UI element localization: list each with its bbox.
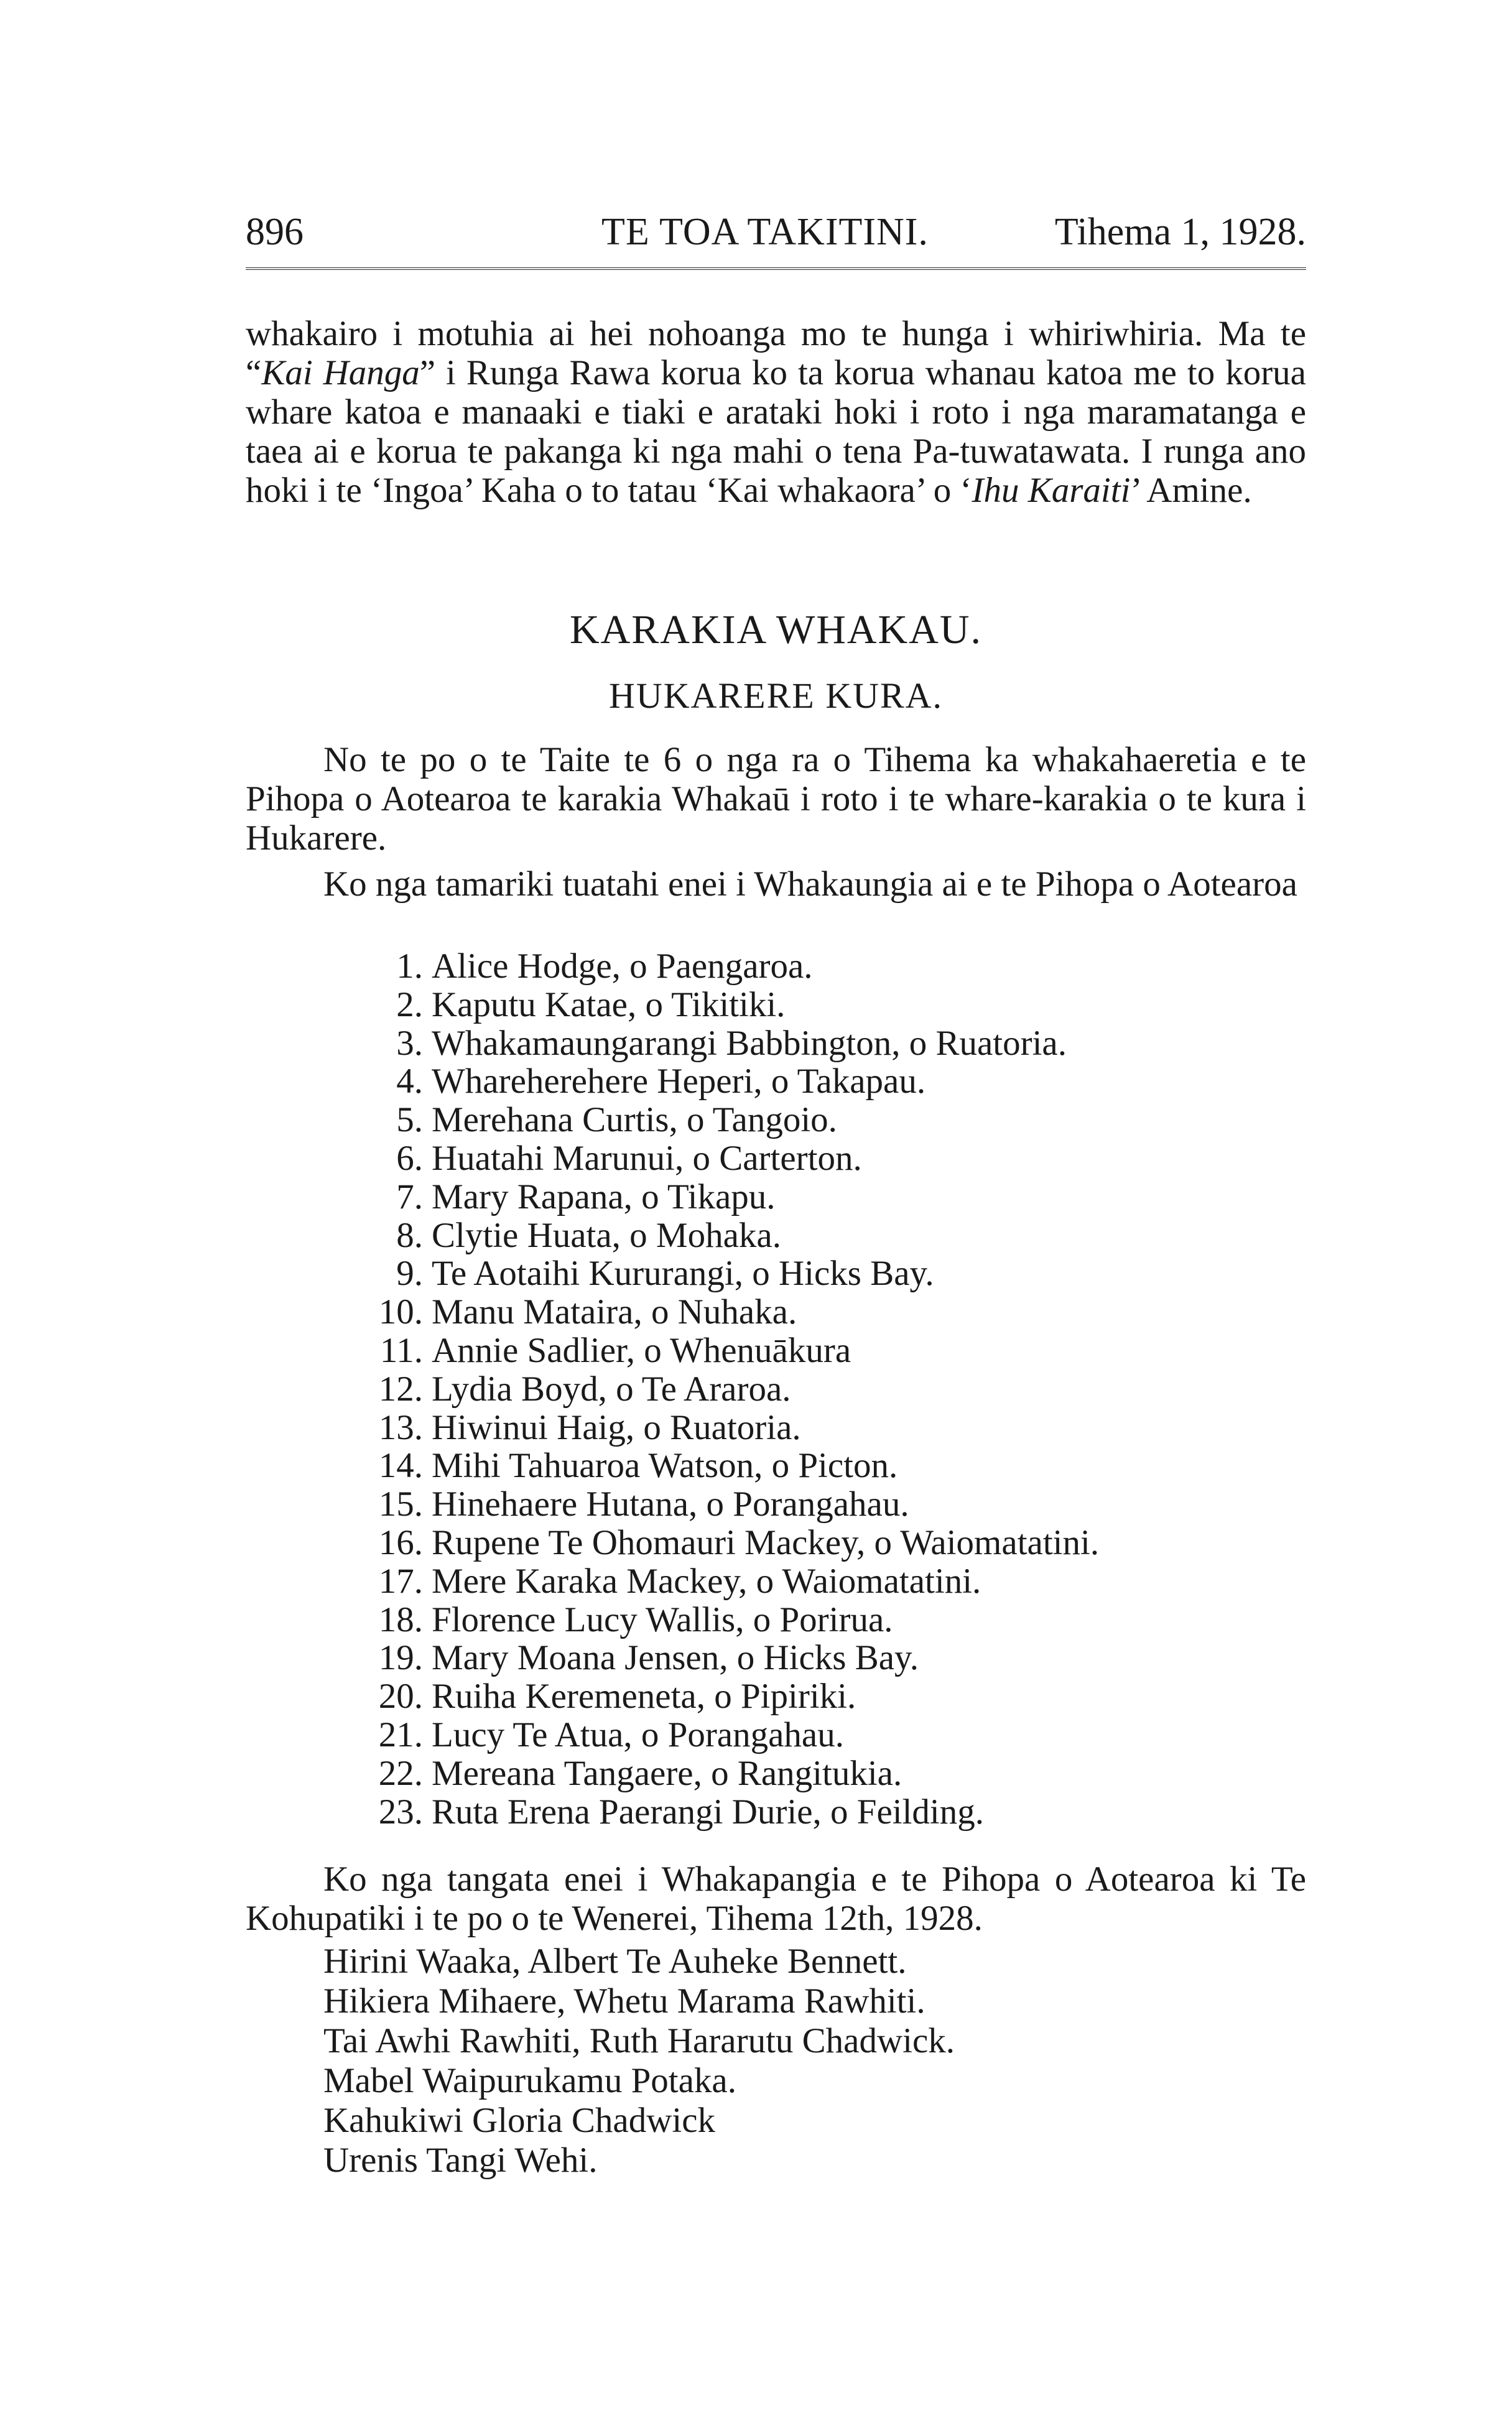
- list-item: [348, 986, 1099, 1024]
- list-item: [348, 1178, 1099, 1216]
- list-text: Kaputu Katae, o Tikitiki.: [432, 985, 786, 1024]
- list-item: Tai Awhi Rawhiti, Ruth Hararutu Chadwick.: [323, 2021, 955, 2060]
- list-number: 9.: [396, 1254, 423, 1294]
- list-item: [348, 1216, 1099, 1255]
- list-number: 11.: [379, 1330, 423, 1370]
- list-text: Ruta Erena Paerangi Durie, o Feilding.: [432, 1792, 985, 1832]
- list-item: Hirini Waaka, Albert Te Auheke Bennett.: [323, 1942, 907, 1981]
- section-subtitle: HUKARERE KURA.: [608, 675, 944, 716]
- list-text: Florence Lucy Wallis, o Porirua.: [432, 1600, 893, 1639]
- list-text: Merehana Curtis, o Tangoio.: [432, 1100, 837, 1140]
- list-item: [348, 1254, 1099, 1293]
- list-number: 18.: [378, 1600, 423, 1639]
- list-number: 13.: [378, 1407, 423, 1447]
- list-text: Annie Sadlier, o Whenuākura: [432, 1330, 851, 1370]
- list-text: Mihi Tahuaroa Watson, o Picton.: [432, 1446, 898, 1486]
- intro-italic-kai-hanga: Kai Hanga: [261, 353, 420, 392]
- list-number: 16.: [378, 1522, 423, 1562]
- issue-date: Tihema 1, 1928.: [1054, 211, 1306, 253]
- list-number: 10.: [378, 1292, 423, 1332]
- list-text: Alice Hodge, o Paengaroa.: [432, 947, 813, 986]
- list-item: [348, 1793, 1099, 1832]
- list-text: Mary Rapana, o Tikapu.: [432, 1177, 776, 1216]
- list-number: 17.: [378, 1561, 423, 1601]
- intro-text-2: ” i Runga Rawa korua ko ta korua whanau katoa me to korua whare katoa e manaaki e tiaki e arataki hoki i roto i nga maramatanga e taea ai e korua te pakanga ki nga mahi o tena Pa-tuwatawata. I runga ano hoki i te ‘Ingoa’ Kaha o to tatau ‘Kai whakaora’ o ‘: [246, 353, 1306, 510]
- list-number: 6.: [396, 1138, 423, 1178]
- list-item: [348, 1024, 1099, 1063]
- section-title: KARAKIA WHAKAU.: [569, 607, 983, 652]
- list-item: [348, 1101, 1099, 1139]
- list-item: [348, 1716, 1099, 1754]
- list-number: 5.: [396, 1100, 423, 1140]
- list-item: [348, 1370, 1099, 1409]
- list-text: Whareherehere Heperi, o Takapau.: [432, 1062, 926, 1101]
- list-item: [348, 1409, 1099, 1447]
- list-text: Hiwinui Haig, o Ruatoria.: [432, 1407, 801, 1447]
- list-item: Kahukiwi Gloria Chadwick: [323, 2101, 716, 2140]
- list-item: [348, 1293, 1099, 1332]
- intro-text-3: ’ Amine.: [1130, 471, 1252, 510]
- list-number: 8.: [396, 1215, 423, 1255]
- list-text: Mere Karaka Mackey, o Waiomatatini.: [432, 1561, 981, 1601]
- publication-title: TE TOA TAKITINI.: [601, 211, 929, 253]
- list-number: 1.: [396, 947, 423, 986]
- list-item: Urenis Tangi Wehi.: [323, 2141, 598, 2180]
- list-text: Whakamaungarangi Babbington, o Ruatoria.: [432, 1023, 1067, 1063]
- list-text: Hinehaere Hutana, o Porangahau.: [432, 1485, 909, 1524]
- confirmands-intro: Ko nga tamariki tuatahi enei i Whakaungia ai e te Pihopa o Aotearoa: [323, 864, 1297, 904]
- list-item: [348, 1639, 1099, 1677]
- list-text: Manu Mataira, o Nuhaka.: [432, 1292, 797, 1332]
- list-text: Clytie Huata, o Mohaka.: [432, 1215, 781, 1255]
- list-text: Mereana Tangaere, o Rangitukia.: [432, 1753, 902, 1793]
- intro-italic-ihu-karaiti: Ihu Karaiti: [972, 471, 1131, 510]
- confirmands-list: [348, 947, 1099, 1831]
- list-text: Lucy Te Atua, o Porangahau.: [432, 1715, 844, 1754]
- list-item: [348, 1754, 1099, 1793]
- intro-text-1: whakairo i motuhia ai hei nohoanga mo te hunga i whiriwhiria. Ma te “: [246, 314, 1306, 392]
- list-item: [348, 947, 1099, 986]
- list-item: Mabel Waipurukamu Potaka.: [323, 2061, 736, 2100]
- list-number: 2.: [396, 985, 423, 1024]
- kohupatiki-paragraph: Ko nga tangata enei i Whakapangia e te Pihopa o Aotearoa ki Te Kohupatiki i te po o te Wenerei, Tihema 12th, 1928.: [246, 1860, 1306, 1938]
- intro-paragraph: [246, 314, 1306, 510]
- page-number: 896: [246, 211, 304, 253]
- list-item: [348, 1562, 1099, 1601]
- list-item: [348, 1601, 1099, 1639]
- list-number: 7.: [396, 1177, 423, 1216]
- list-item: [348, 1447, 1099, 1485]
- list-item: [348, 1332, 1099, 1370]
- list-number: 14.: [378, 1446, 423, 1486]
- list-text: Te Aotaihi Kururangi, o Hicks Bay.: [432, 1254, 934, 1294]
- list-number: 23.: [378, 1792, 423, 1832]
- list-text: Mary Moana Jensen, o Hicks Bay.: [432, 1638, 919, 1678]
- list-text: Ruiha Keremeneta, o Pipiriki.: [432, 1677, 856, 1717]
- list-text: Huatahi Marunui, o Carterton.: [432, 1138, 862, 1178]
- list-item: [348, 1485, 1099, 1524]
- running-header: [246, 210, 1306, 266]
- list-number: 21.: [378, 1715, 423, 1754]
- list-item: [348, 1677, 1099, 1716]
- list-number: 19.: [378, 1638, 423, 1678]
- list-item: [348, 1139, 1099, 1178]
- kohupatiki-names-list: [323, 1942, 955, 2180]
- header-rule: [246, 267, 1306, 270]
- list-text: Lydia Boyd, o Te Araroa.: [432, 1369, 791, 1409]
- list-item: [348, 1524, 1099, 1562]
- list-number: 22.: [378, 1753, 423, 1793]
- list-number: 20.: [378, 1677, 423, 1717]
- list-text: Rupene Te Ohomauri Mackey, o Waiomatatini.: [432, 1522, 1100, 1562]
- list-item: Hikiera Mihaere, Whetu Marama Rawhiti.: [323, 1981, 925, 2021]
- list-number: 12.: [378, 1369, 423, 1409]
- list-item: [348, 1062, 1099, 1101]
- list-number: 15.: [378, 1485, 423, 1524]
- list-number: 3.: [396, 1023, 423, 1063]
- confirmation-paragraph: No te po o te Taite te 6 o nga ra o Tihema ka whakahaeretia e te Pihopa o Aotearoa te karakia Whakaū i roto i te whare-karakia o te kura i Hukarere.: [246, 740, 1306, 858]
- list-number: 4.: [396, 1062, 423, 1101]
